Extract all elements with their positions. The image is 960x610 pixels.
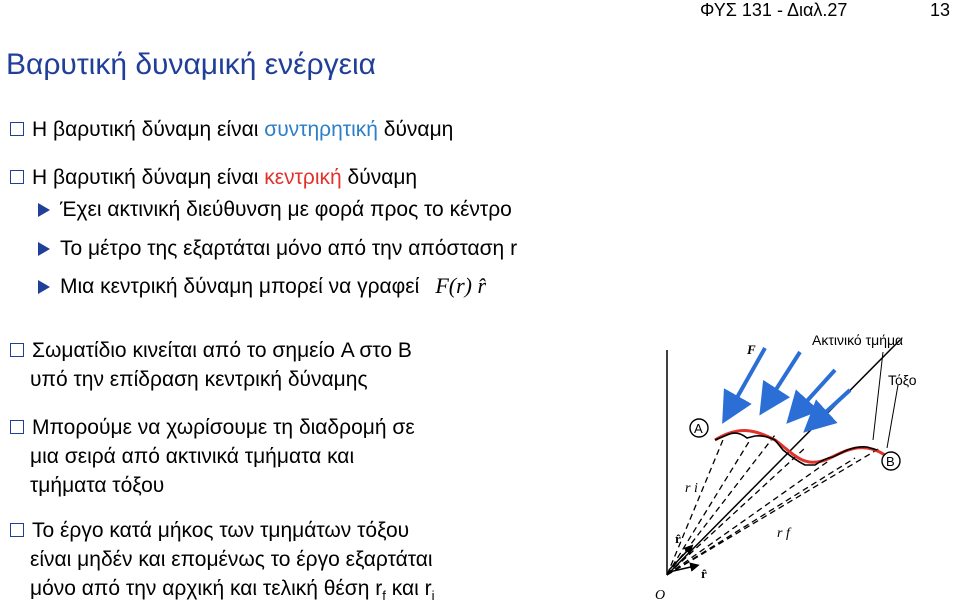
arrow-bullet-icon	[38, 280, 50, 294]
point-b-label: B	[886, 454, 895, 469]
bullet-text: μόνο από την αρχική και τελική θέση r	[30, 577, 383, 600]
central-force-formula: F(r) r̂	[435, 273, 487, 298]
bullet-text: μια σειρά από ακτινικά τμήματα και	[30, 445, 355, 468]
ri-label: r i	[685, 481, 698, 496]
highlight-central: κεντρική	[264, 166, 342, 189]
bullet-text-final	[10, 574, 435, 610]
bullet-text: δύναμη	[377, 118, 454, 141]
sub-bullet-text: Το μέτρο της εξαρτάται μόνο από την απόσταση r	[60, 237, 518, 260]
checkbox-bullet-icon	[10, 523, 24, 537]
central-force-diagram	[655, 330, 955, 606]
subscript-f: f	[382, 588, 386, 604]
page-number: 13	[930, 0, 951, 20]
sub-bullet-direction	[38, 198, 512, 222]
sub-bullet-formula	[38, 273, 486, 299]
checkbox-bullet-icon	[10, 343, 24, 357]
bullet-text: Η βαρυτική δύναμη είναι	[32, 166, 265, 189]
bullet-particle	[10, 336, 412, 394]
bullet-text: υπό την επίδραση κεντρική δύναμης	[30, 368, 368, 391]
highlight-conservative: συντηρητική	[264, 118, 378, 141]
course-label: ΦΥΣ 131 - Διαλ.27	[700, 0, 848, 20]
radial-dashed-lines	[667, 435, 880, 575]
subscript-i: i	[431, 588, 435, 604]
arc-segment-label: Τόξο	[888, 372, 917, 388]
bullet-text: Το έργο κατά μήκος των τμημάτων τόξου	[32, 519, 410, 542]
arrow-bullet-icon	[38, 242, 50, 256]
rf-label: r f	[777, 526, 790, 541]
bullet-text: Σωματίδιο κινείται από το σημείο A στο B	[32, 339, 412, 362]
bullet-segments	[10, 413, 415, 500]
sub-bullet-text: Έχει ακτινική διεύθυνση με φορά προς το κέντρο	[60, 198, 512, 221]
bullet-text: δύναμη	[341, 166, 418, 189]
arc-label-pointer	[887, 385, 898, 448]
bullet-conservative	[10, 118, 453, 142]
arrow-bullet-icon	[38, 203, 50, 217]
origin-label: O	[655, 588, 666, 603]
sub-bullet-text: Μια κεντρική δύναμη μπορεί να γραφεί	[60, 275, 420, 298]
force-label: F	[747, 342, 756, 357]
checkbox-bullet-icon	[10, 420, 24, 434]
segmented-path	[715, 433, 877, 465]
checkbox-bullet-icon	[10, 122, 24, 136]
force-arrows	[730, 348, 850, 422]
bullet-text: Η βαρυτική δύναμη είναι	[32, 118, 265, 141]
sub-bullet-magnitude	[38, 237, 517, 261]
bullet-text: και r	[385, 577, 432, 600]
bullet-work	[10, 516, 435, 610]
bullet-text: είναι μηδέν και επομένως το έργο εξαρτάται	[30, 548, 433, 571]
bullet-central	[10, 166, 417, 190]
bullet-text: τμήματα τόξου	[30, 474, 165, 497]
bullet-text: Μπορούμε να χωρίσουμε τη διαδρομή σε	[32, 416, 415, 439]
radial-segment-label: Ακτινικό τμήμα	[812, 332, 904, 348]
point-a-label: A	[694, 421, 703, 436]
rhat-label-2: r̂	[701, 566, 707, 581]
checkbox-bullet-icon	[10, 170, 24, 184]
rhat-label-1: r̂	[675, 531, 681, 546]
page-title: Βαρυτική δυναμική ενέργεια	[6, 48, 376, 81]
